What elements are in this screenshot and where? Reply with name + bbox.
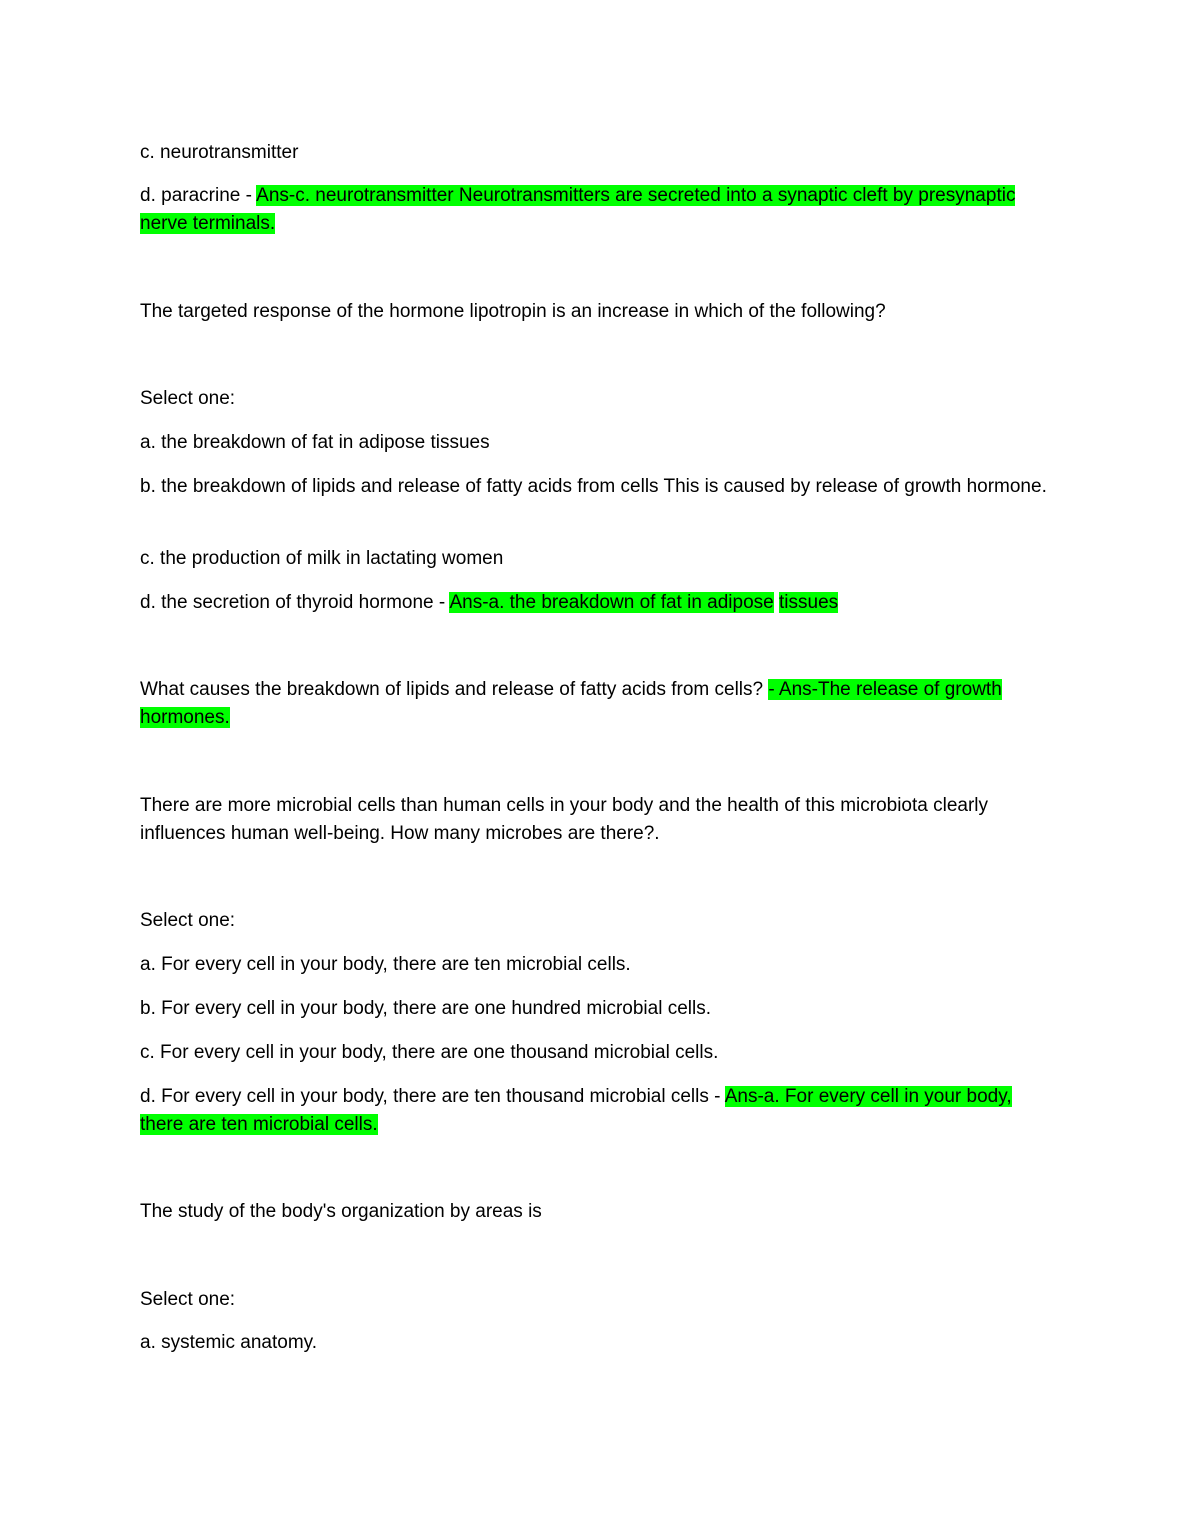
q1-answer-highlight-2: tissues: [779, 592, 839, 613]
q2-question-text: What causes the breakdown of lipids and release of fatty acids from cells?: [140, 679, 769, 700]
q1-option-d: [140, 589, 1050, 617]
q2-question: [140, 676, 1050, 732]
q3-option-c: c. For every cell in your body, there are one thousand microbial cells.: [140, 1042, 719, 1063]
q4-select-label: Select one:: [140, 1289, 236, 1310]
q1-select-label: Select one:: [140, 388, 236, 409]
q0-answer-highlight: Ans-c. neurotransmitter Neurotransmitters are secreted into a synaptic cleft by presynaptic nerve terminals.: [140, 185, 1016, 234]
q1-option-a: a. the breakdown of fat in adipose tissues: [140, 432, 490, 453]
q3-option-d: [140, 1083, 1050, 1139]
q1-option-d-text: d. the secretion of thyroid hormone -: [140, 592, 450, 613]
q1-option-b: b. the breakdown of lipids and release of fatty acids from cells This is caused by release of growth hormone.: [140, 476, 1047, 497]
q3-select-label: Select one:: [140, 910, 236, 931]
q3-question: There are more microbial cells than human cells in your body and the health of this microbiota clearly influences human well-being. How many microbes are there?.: [140, 795, 989, 844]
q3-answer-highlight: Ans-a. For every cell in your body, there are ten microbial cells.: [140, 1086, 1012, 1135]
q0-option-d: [140, 182, 1050, 238]
q1-option-c: c. the production of milk in lactating women: [140, 548, 504, 569]
q1-answer-highlight: Ans-a. the breakdown of fat in adipose: [449, 592, 774, 613]
q4-option-a: a. systemic anatomy.: [140, 1332, 318, 1353]
q4-question: The study of the body's organization by areas is: [140, 1201, 542, 1222]
q3-option-d-text: d. For every cell in your body, there are ten thousand microbial cells -: [140, 1086, 725, 1107]
q0-option-c: c. neurotransmitter: [140, 142, 299, 163]
q0-option-d-text: d. paracrine -: [140, 185, 257, 206]
q1-question: The targeted response of the hormone lipotropin is an increase in which of the following?: [140, 301, 886, 322]
q3-option-a: a. For every cell in your body, there are ten microbial cells.: [140, 954, 631, 975]
q2-answer-highlight: - Ans-The release of growth hormones.: [140, 679, 1002, 728]
q3-option-b: b. For every cell in your body, there are one hundred microbial cells.: [140, 998, 711, 1019]
